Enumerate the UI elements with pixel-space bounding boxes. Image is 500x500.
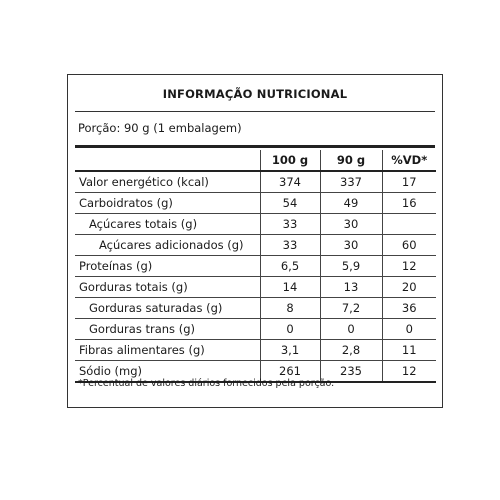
value-per-100g: 0	[260, 319, 320, 340]
table-row	[75, 340, 436, 361]
value-per-100g: 33	[260, 235, 320, 256]
panel-title: INFORMAÇÃO NUTRICIONAL	[162, 87, 348, 101]
value-per-portion: 5,9	[320, 256, 382, 277]
row-label: Carboidratos (g)	[75, 193, 260, 214]
nutrition-table	[75, 150, 436, 383]
header-daily-value: %VD*	[382, 150, 436, 171]
value-daily-percent: 60	[382, 235, 436, 256]
value-per-portion: 337	[320, 171, 382, 193]
nutrition-facts-panel	[67, 74, 443, 408]
row-label: Açúcares totais (g)	[75, 214, 260, 235]
value-daily-percent: 12	[382, 256, 436, 277]
row-label: Açúcares adicionados (g)	[75, 235, 260, 256]
value-per-100g: 3,1	[260, 340, 320, 361]
value-per-portion: 235	[320, 361, 382, 383]
value-daily-percent: 0	[382, 319, 436, 340]
value-daily-percent	[382, 214, 436, 235]
value-daily-percent: 36	[382, 298, 436, 319]
value-daily-percent: 20	[382, 277, 436, 298]
row-label: Gorduras trans (g)	[75, 319, 260, 340]
table-row	[75, 193, 436, 214]
footnote: *Percentual de valores diários fornecidos pela porção.	[78, 378, 335, 389]
row-label: Fibras alimentares (g)	[75, 340, 260, 361]
row-label: Gorduras saturadas (g)	[75, 298, 260, 319]
value-daily-percent: 12	[382, 361, 436, 383]
header-label-blank	[75, 150, 260, 171]
portion-divider	[75, 145, 435, 148]
row-label: Proteínas (g)	[75, 256, 260, 277]
table-row	[75, 277, 436, 298]
value-per-portion: 2,8	[320, 340, 382, 361]
value-per-100g: 8	[260, 298, 320, 319]
header-per-100g: 100 g	[260, 150, 320, 171]
value-per-100g: 374	[260, 171, 320, 193]
table-row	[75, 256, 436, 277]
value-per-portion: 13	[320, 277, 382, 298]
table-row	[75, 214, 436, 235]
title-divider	[75, 111, 435, 112]
value-per-portion: 0	[320, 319, 382, 340]
value-per-100g: 6,5	[260, 256, 320, 277]
portion-size: Porção: 90 g (1 embalagem)	[78, 121, 242, 135]
value-per-100g: 261	[260, 361, 320, 383]
value-daily-percent: 16	[382, 193, 436, 214]
table-row	[75, 319, 436, 340]
value-per-portion: 30	[320, 235, 382, 256]
row-label: Gorduras totais (g)	[75, 277, 260, 298]
value-daily-percent: 11	[382, 340, 436, 361]
value-per-100g: 54	[260, 193, 320, 214]
header-per-portion: 90 g	[320, 150, 382, 171]
table-row	[75, 235, 436, 256]
value-per-portion: 7,2	[320, 298, 382, 319]
row-label: Valor energético (kcal)	[75, 171, 260, 193]
table-header-row	[75, 150, 436, 171]
row-label: Sódio (mg)	[75, 361, 260, 383]
value-daily-percent: 17	[382, 171, 436, 193]
table-row	[75, 298, 436, 319]
value-per-100g: 14	[260, 277, 320, 298]
value-per-portion: 49	[320, 193, 382, 214]
value-per-100g: 33	[260, 214, 320, 235]
value-per-portion: 30	[320, 214, 382, 235]
table-row	[75, 171, 436, 193]
